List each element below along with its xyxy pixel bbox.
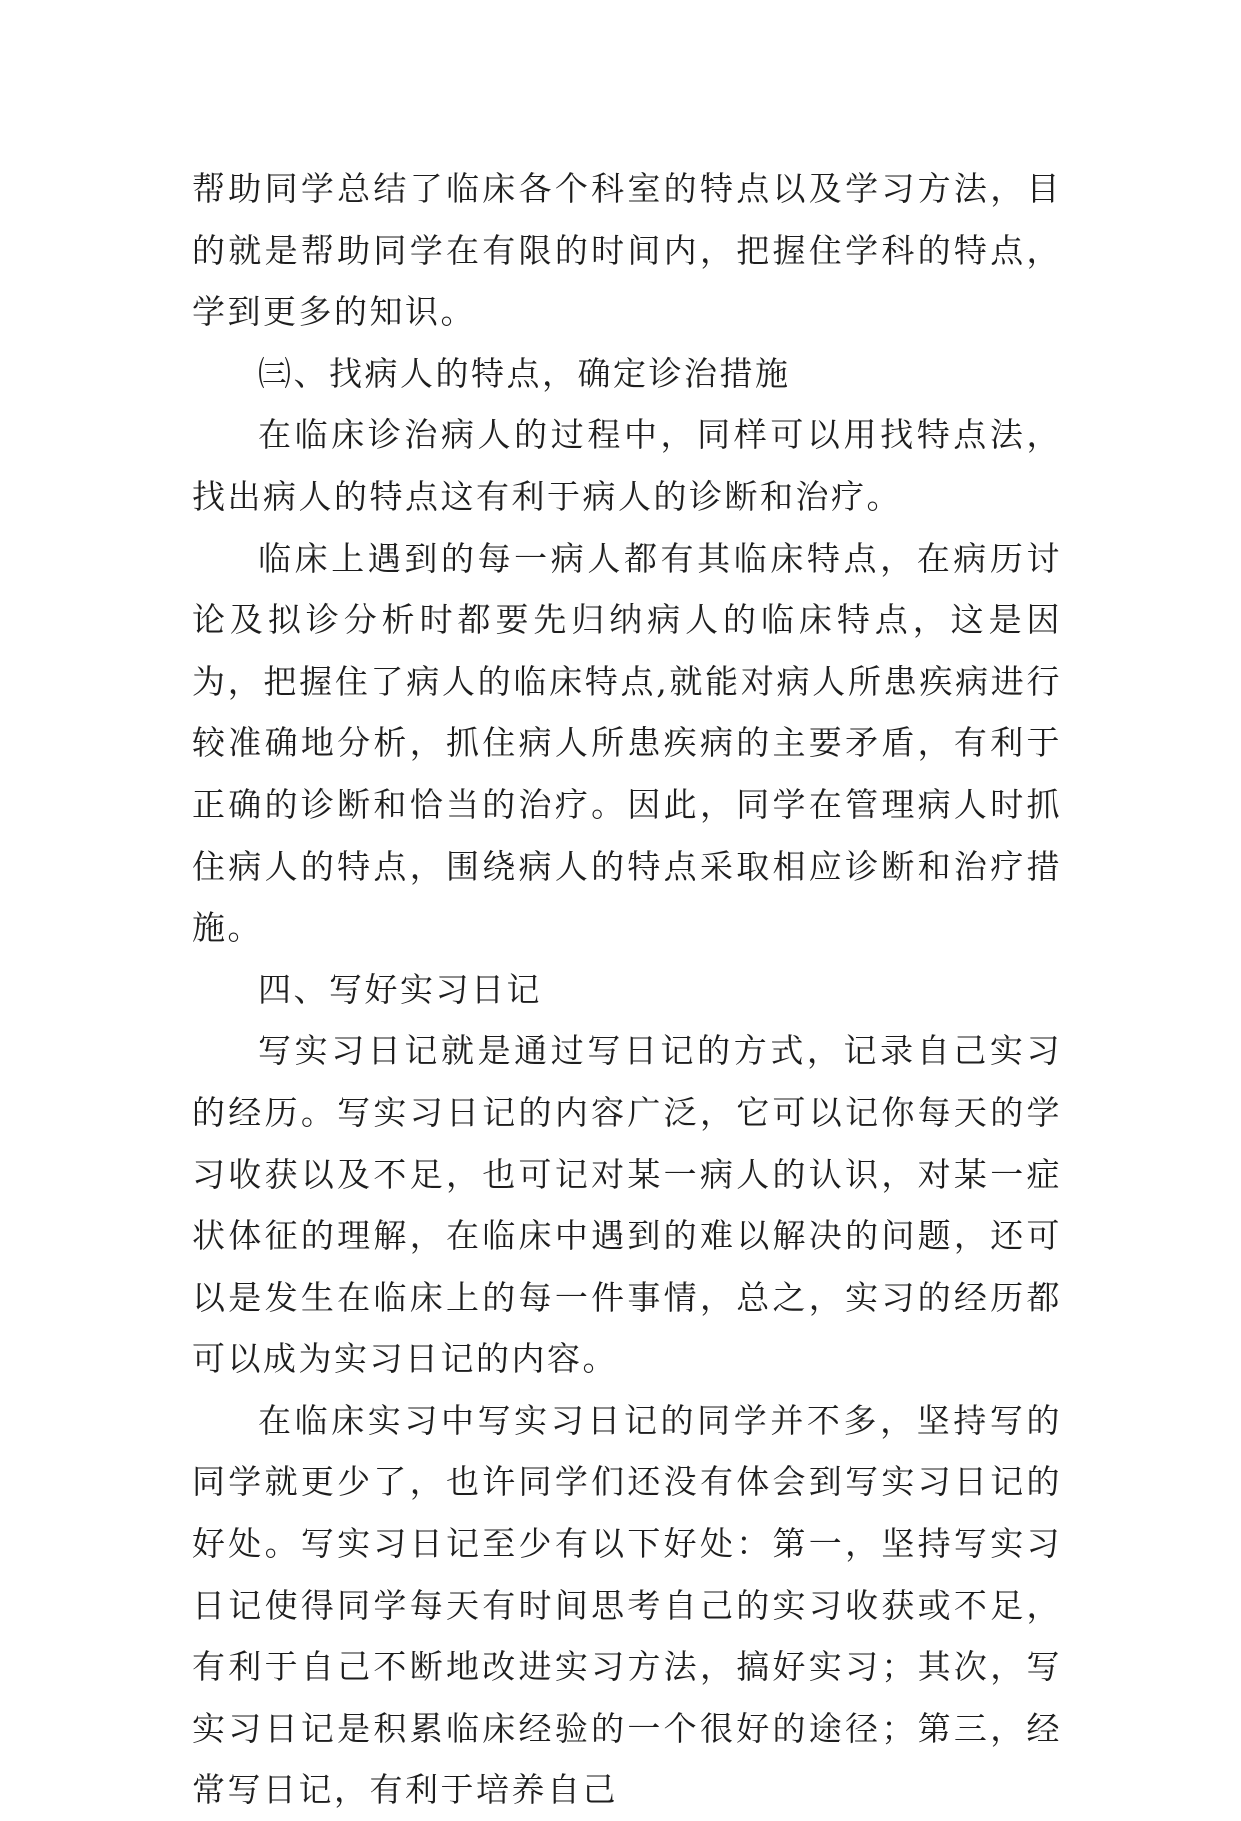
paragraph-diagnosis-intro: 在临床诊治病人的过程中，同样可以用找特点法，找出病人的特点这有利于病人的诊断和治疗。	[192, 415, 1062, 516]
section-heading-4: 四、写好实习日记	[258, 969, 542, 1009]
paragraph-diary-definition: 写实习日记就是通过写日记的方式，记录自己实习的经历。写实习日记的内容广泛，它可以记你每天的学习收获以及不足，也可记对某一病人的认识，对某一症状体征的理解，在临床中遇到的难以解决的问题，还可以是发生在临床上的每一件事情，总之，实习的经历都可以成为实习日记的内容。	[192, 1031, 1062, 1379]
document-body	[192, 158, 1062, 1821]
paragraph-clinical-features: 临床上遇到的每一病人都有其临床特点，在病历讨论及拟诊分析时都要先归纳病人的临床特点，这是因为，把握住了病人的临床特点,就能对病人所患疾病进行较准确地分析，抓住病人所患疾病的主要矛盾，有利于正确的诊断和恰当的治疗。因此，同学在管理病人时抓住病人的特点，围绕病人的特点采取相应诊断和治疗措施。	[192, 538, 1062, 948]
paragraph-continuation: 帮助同学总结了临床各个科室的特点以及学习方法，目的就是帮助同学在有限的时间内，把握住学科的特点，学到更多的知识。	[192, 169, 1062, 332]
section-heading-3: ㈢、找病人的特点，确定诊治措施	[258, 353, 791, 393]
paragraph-diary-benefits: 在临床实习中写实习日记的同学并不多，坚持写的同学就更少了，也许同学们还没有体会到写实习日记的好处。写实习日记至少有以下好处：第一，坚持写实习日记使得同学每天有时间思考自己的实习收获或不足，有利于自己不断地改进实习方法，搞好实习；其次，写实习日记是积累临床经验的一个很好的途径；第三，经常写日记，有利于培养自己	[192, 1400, 1062, 1810]
